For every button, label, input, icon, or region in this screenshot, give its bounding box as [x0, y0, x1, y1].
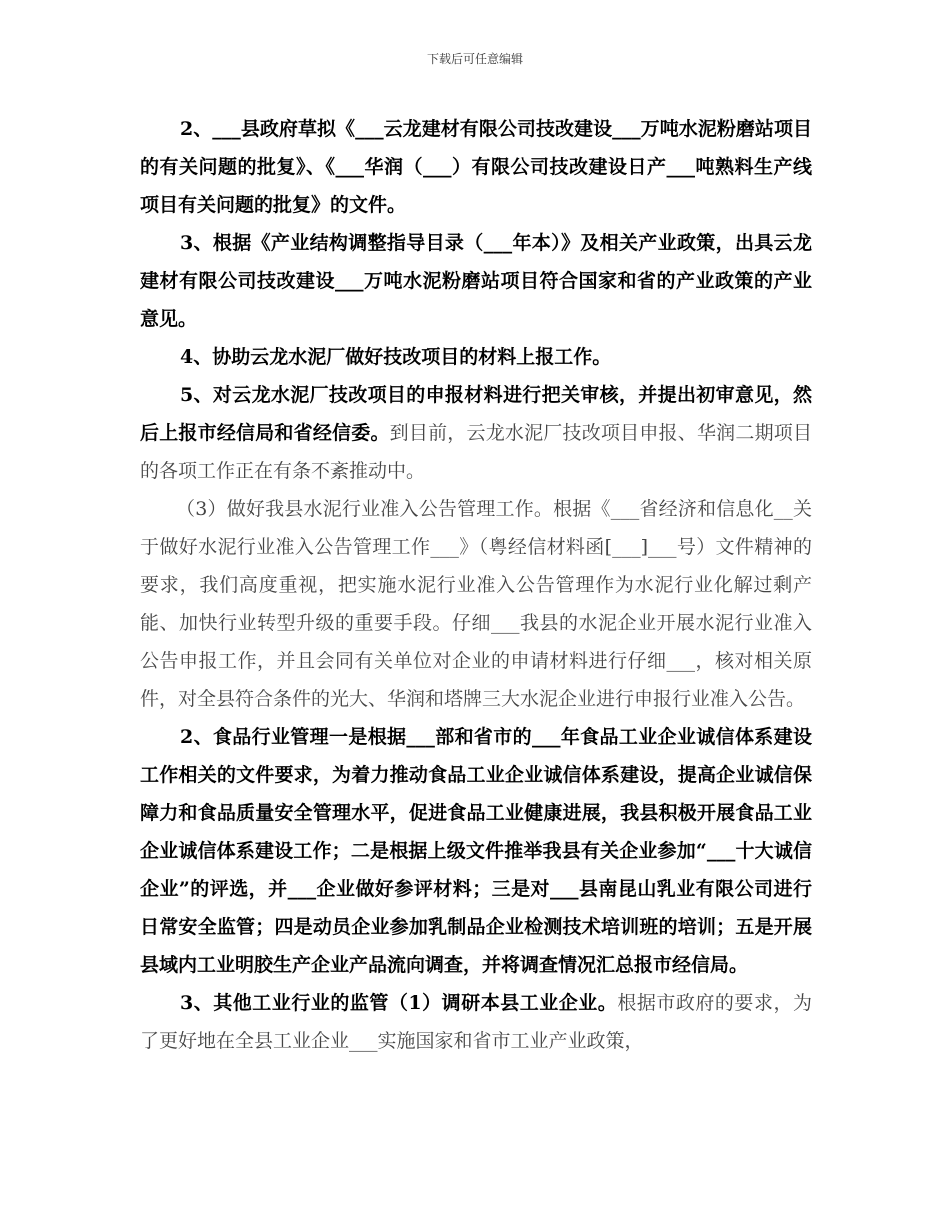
paragraph-food-industry-management: 2、食品行业管理一是根据___部和省市的___年食品工业企业诚信体系建设工作相关的文件要求，为着力推动食品工业企业诚信体系建设，提高企业诚信保障力和食品质量安全管理水平，促进食品工业健康进展，我县积极开展食品工业企业诚信体系建设工作；二是根据上级文件推举我县有关企业参加“___十大诚信企业”的评选，并___企业做好参评材料；三是对___县南昆山乳业有限公司进行日常安全监管；四是动员企业参加乳制品企业检测技术培训班的培训；五是开展县域内工业明胶生产企业产品流向调查，并将调查情况汇总报市经信局。: [140, 726, 812, 976]
paragraph-item-5-review: [140, 376, 812, 490]
paragraph-other-industry-supervision: [140, 984, 812, 1060]
paragraph-item-3-industry-policy: 3、根据《产业结构调整指导目录（___年本）》及相关产业政策，出具云龙建材有限公司技改建设___万吨水泥粉磨站项目符合国家和省的产业政策的产业意见。: [140, 232, 812, 330]
paragraph-item-5-light-part: 到目前，云龙水泥厂技改项目申报、华润二期项目的各项工作正在有条不紊推动中。: [140, 422, 812, 482]
paragraph-item-4-material-submission: 4、协助云龙水泥厂做好技改项目的材料上报工作。: [180, 346, 612, 368]
document-body: [140, 110, 812, 1060]
paragraph-item-5-bold-part: 5、对云龙水泥厂技改项目的申报材料进行把关审核，并提出初审意见，然后上报市经信局和省经信委。: [140, 384, 812, 444]
page-header: 下载后可任意编辑: [426, 52, 523, 66]
paragraph-other-industry-bold-part: 3、其他工业行业的监管（1）调研本县工业企业。: [180, 992, 618, 1014]
paragraph-cement-access-announcement: （3）做好我县水泥行业准入公告管理工作。根据《___省经济和信息化__关于做好水泥行业准入公告管理工作___》（粤经信材料函[___]___号）文件精神的要求，我们高度重视，把实施水泥行业准入公告管理作为水泥行业化解过剩产能、加快行业转型升级的重要手段。仔细___我县的水泥企业开展水泥行业准入公告申报工作，并且会同有关单位对企业的申请材料进行仔细___，核对相关原件，对全县符合条件的光大、华润和塔牌三大水泥企业进行申报行业准入公告。: [140, 498, 812, 710]
paragraph-item-2-document-drafting: 2、___县政府草拟《___云龙建材有限公司技改建设___万吨水泥粉磨站项目的有关问题的批复》、《___华润（___）有限公司技改建设日产___吨熟料生产线项目有关问题的批复》的文件。: [140, 118, 812, 216]
paragraph-other-industry-light-part: 根据市政府的要求，为了更好地在全县工业企业___实施国家和省市工业产业政策，: [140, 992, 812, 1052]
